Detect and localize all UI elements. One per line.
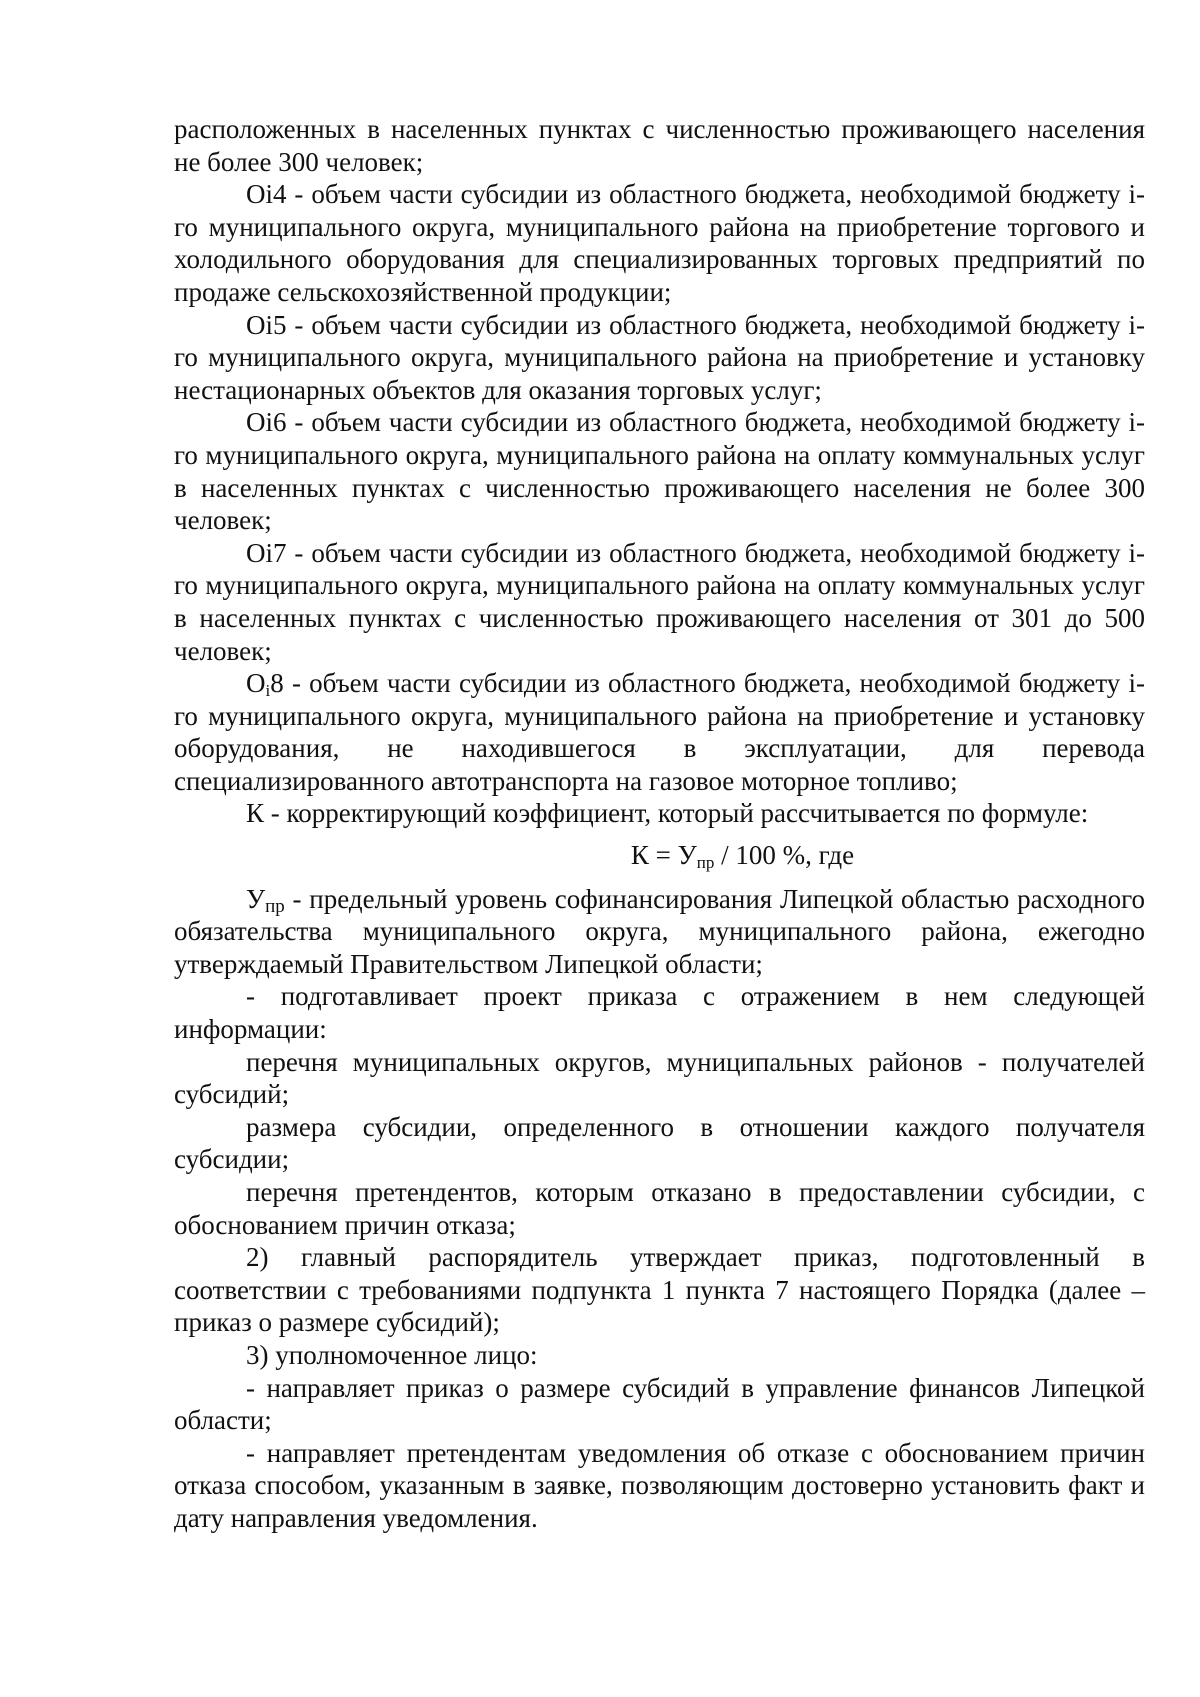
paragraph-item-2: 2) главный распорядитель утверждает приказ, подготовленный в соответствии с требованиями подпункта 1 пункта 7 настоящего Порядка (далее – приказ о размере субсидий); xyxy=(174,1242,1145,1338)
upr-text: - предельный уровень софинансирования Липецкой областью расходного обязательства муниципального округа, муниципального района, ежегодно утверждаемый Правительством Липецкой области; xyxy=(174,883,1145,979)
oi8-symbol: О xyxy=(246,668,266,699)
formula-subscript: пр xyxy=(696,853,715,873)
upr-symbol: У xyxy=(246,883,266,914)
paragraph-subsidy-size: размера субсидии, определенного в отношении каждого получателя субсидии; xyxy=(174,1111,1145,1175)
formula-rhs: / 100 %, где xyxy=(714,840,855,871)
paragraph-item-3: 3) уполномоченное лицо: xyxy=(246,1339,538,1370)
paragraph-refused-applicants: перечня претендентов, которым отказано в предоставлении субсидии, с обоснованием причин отказа; xyxy=(174,1177,1145,1240)
paragraph-oi8 xyxy=(174,667,1145,797)
formula-k xyxy=(174,839,1145,872)
oi8-text: 8 - объем части субсидии из областного бюджета, необходимой бюджету i-го муниципального округа, муниципального района на приобретение и установку оборудования, не находившегося в эксплуатации, для перевода специализированного автотранспорта на газовое моторное топливо; xyxy=(174,668,1145,796)
paragraph-k-coefficient: К - корректирующий коэффициент, который рассчитывается по формуле: xyxy=(246,798,1089,829)
paragraph-sends-order: - направляет приказ о размере субсидий в управление финансов Липецкой области; xyxy=(174,1372,1145,1436)
oi8-subscript: i xyxy=(265,681,271,701)
paragraph-sends-notices: - направляет претендентам уведомления об отказе с обоснованием причин отказа способом, указанным в заявке, позволяющим достоверно установить факт и дату направления уведомления. xyxy=(174,1437,1145,1533)
upr-subscript: пр xyxy=(265,895,285,917)
formula-lhs: К = У xyxy=(630,840,697,871)
paragraph-oi4: Оi4 - объем части субсидии из областного бюджета, необходимой бюджету i-го муниципального округа, муниципального района на приобретение торгового и холодильного оборудования для специализированных торговых предприятий по продаже сельскохозяйственной продукции; xyxy=(174,179,1145,307)
paragraph-upr xyxy=(174,883,1145,981)
document-page xyxy=(174,113,1145,1535)
paragraph-oi6: Оi6 - объем части субсидии из областного бюджета, необходимой бюджету i-го муниципального округа, муниципального района на оплату коммунальных услуг в населенных пунктах с численностью проживающего населения не более 300 человек; xyxy=(174,407,1145,536)
paragraph-oi7: Оi7 - объем части субсидии из областного бюджета, необходимой бюджету i-го муниципального округа, муниципального района на оплату коммунальных услуг в населенных пунктах с численностью проживающего населения от 301 до 500 человек; xyxy=(174,537,1145,666)
paragraph-settlements-300: расположенных в населенных пунктах с численностью проживающего населения не более 300 человек; xyxy=(174,114,1145,177)
paragraph-oi5: Оi5 - объем части субсидии из областного бюджета, необходимой бюджету i-го муниципального округа, муниципального района на приобретение и установку нестационарных объектов для оказания торговых услуг; xyxy=(174,309,1145,405)
paragraph-prepares-draft: - подготавливает проект приказа с отражением в нем следующей информации: xyxy=(174,981,1145,1045)
paragraph-list-recipients: перечня муниципальных округов, муниципальных районов - получателей субсидий; xyxy=(174,1046,1145,1110)
